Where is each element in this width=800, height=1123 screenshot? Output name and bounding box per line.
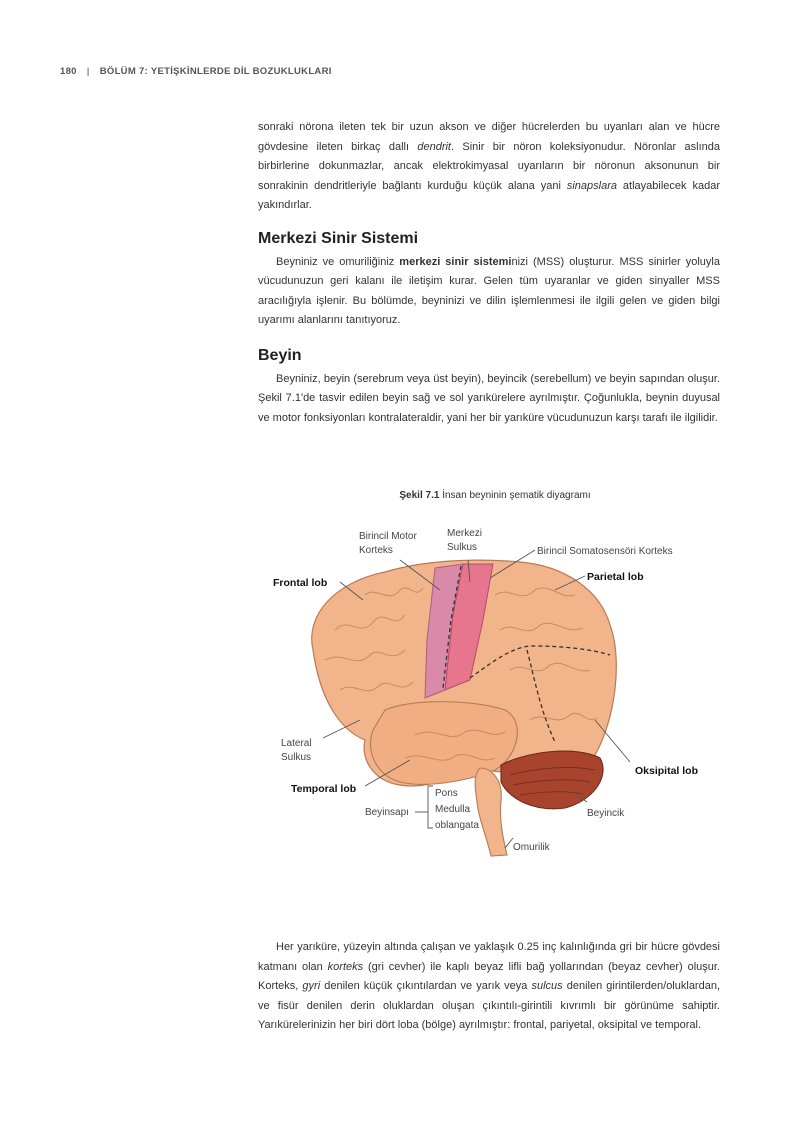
closing-paragraph: Her yarıküre, yüzeyin altında çalışan ve yaklaşık 0.25 inç kalınlığında gri bir hücre gövdesi katmanı olan korteks (gri cevher) ile kaplı beyaz lifli bağ yollarından (beyaz cevher) oluşur. Korteks, gyri denilen küçük çıkıntılardan ve yarık veya sulcus denilen girintilerden/oluklardan, ve fisür denilen derin oluklardan oluşan çıkıntılı-girintili kıvrımlı bir görünüme sahiptir. Yarıkürelerinizin her biri dört loba (bölge) ayrılmıştır: frontal, pariyetal, oksipital ve temporal. (258, 941, 721, 1031)
label-lateral-sulcus-1: Lateral (281, 738, 312, 749)
temporal-lobe-shape (371, 702, 518, 785)
intro-paragraph: sonraki nörona ileten tek bir uzun akson ve diğer hücrelerden bu uyanları alan ve hücre gövdesine ileten birkaç dallı dendrit. Sinir bir nöron koleksiyonudur. Nöronlar aslında birbirlerine dokunmazlar, ancak elektrokimyasal uyarıların bir nöronun aksonunun bir sonrakinin dendritleriyle bağlantı kurduğu küçük alana yani sinapslara atlayabilecek kadar yakındırlar. (258, 121, 720, 211)
section-heading-beyin: Beyin (258, 346, 302, 364)
label-cerebellum: Beyincik (587, 808, 625, 819)
closing-text (258, 938, 720, 1036)
label-oblongata: oblangata (435, 820, 479, 831)
mss-paragraph: Beyniniz ve omuriliğiniz merkezi sinir sisteminizi (MSS) oluşturur. MSS sinirler yoluyla vücudunuzun geri kalanı ile iletişim kurar. Gelen tüm uyaranlar ve giden sinyaller MSS aracılığıyla işlenir. Bu bölümde, beyninizi ve dilin işlemlenmesi ile ilgili gelen ve giden bilgi uyarımı alanlarını tanıtıyoruz. (258, 255, 720, 326)
chapter-title: BÖLÜM 7: YETİŞKİNLERDE DİL BOZUKLUKLARI (99, 66, 332, 77)
label-lateral-sulcus-2: Sulkus (281, 752, 312, 763)
label-central-sulcus-1: Merkezi (447, 528, 483, 539)
label-parietal-lobe: Parietal lob (587, 571, 644, 583)
beyin-paragraph: Beyniniz, beyin (serebrum veya üst beyin), beyincik (serebellum) ve beyin sapından oluşur. Şekil 7.1'de tasvir edilen beyin sağ ve sol yarıkürelere ayrılmıştır. Çoğunlukla, beynin duyusal ve motor fonksiyonları kontralateraldir, yani her bir yarıküre vücudunuzun karşı tarafı ile ilgilidir. (258, 372, 720, 424)
running-header (60, 66, 332, 77)
section-heading-mss: Merkezi Sinir Sistemi (258, 229, 419, 247)
header-separator: | (86, 66, 90, 77)
label-temporal-lobe: Temporal lob (291, 783, 357, 795)
label-brainstem: Beyinsapı (365, 807, 409, 818)
brain-diagram (265, 520, 725, 865)
figure-caption: Şekil 7.1 İnsan beyninin şematik diyagramı (399, 490, 591, 501)
label-pons: Pons (435, 788, 458, 799)
label-central-sulcus-2: Sulkus (447, 542, 478, 553)
main-text (258, 118, 720, 428)
label-primary-motor-2: Korteks (359, 545, 393, 556)
label-frontal-lobe: Frontal lob (273, 577, 328, 589)
label-somatosensory: Birincil Somatosensöri Korteks (537, 546, 673, 557)
page-number: 180 (60, 66, 77, 77)
label-medulla: Medulla (435, 804, 471, 815)
label-spinal-cord: Omurilik (513, 842, 550, 853)
label-occipital-lobe: Oksipital lob (635, 765, 699, 777)
label-primary-motor-1: Birincil Motor (359, 531, 417, 542)
